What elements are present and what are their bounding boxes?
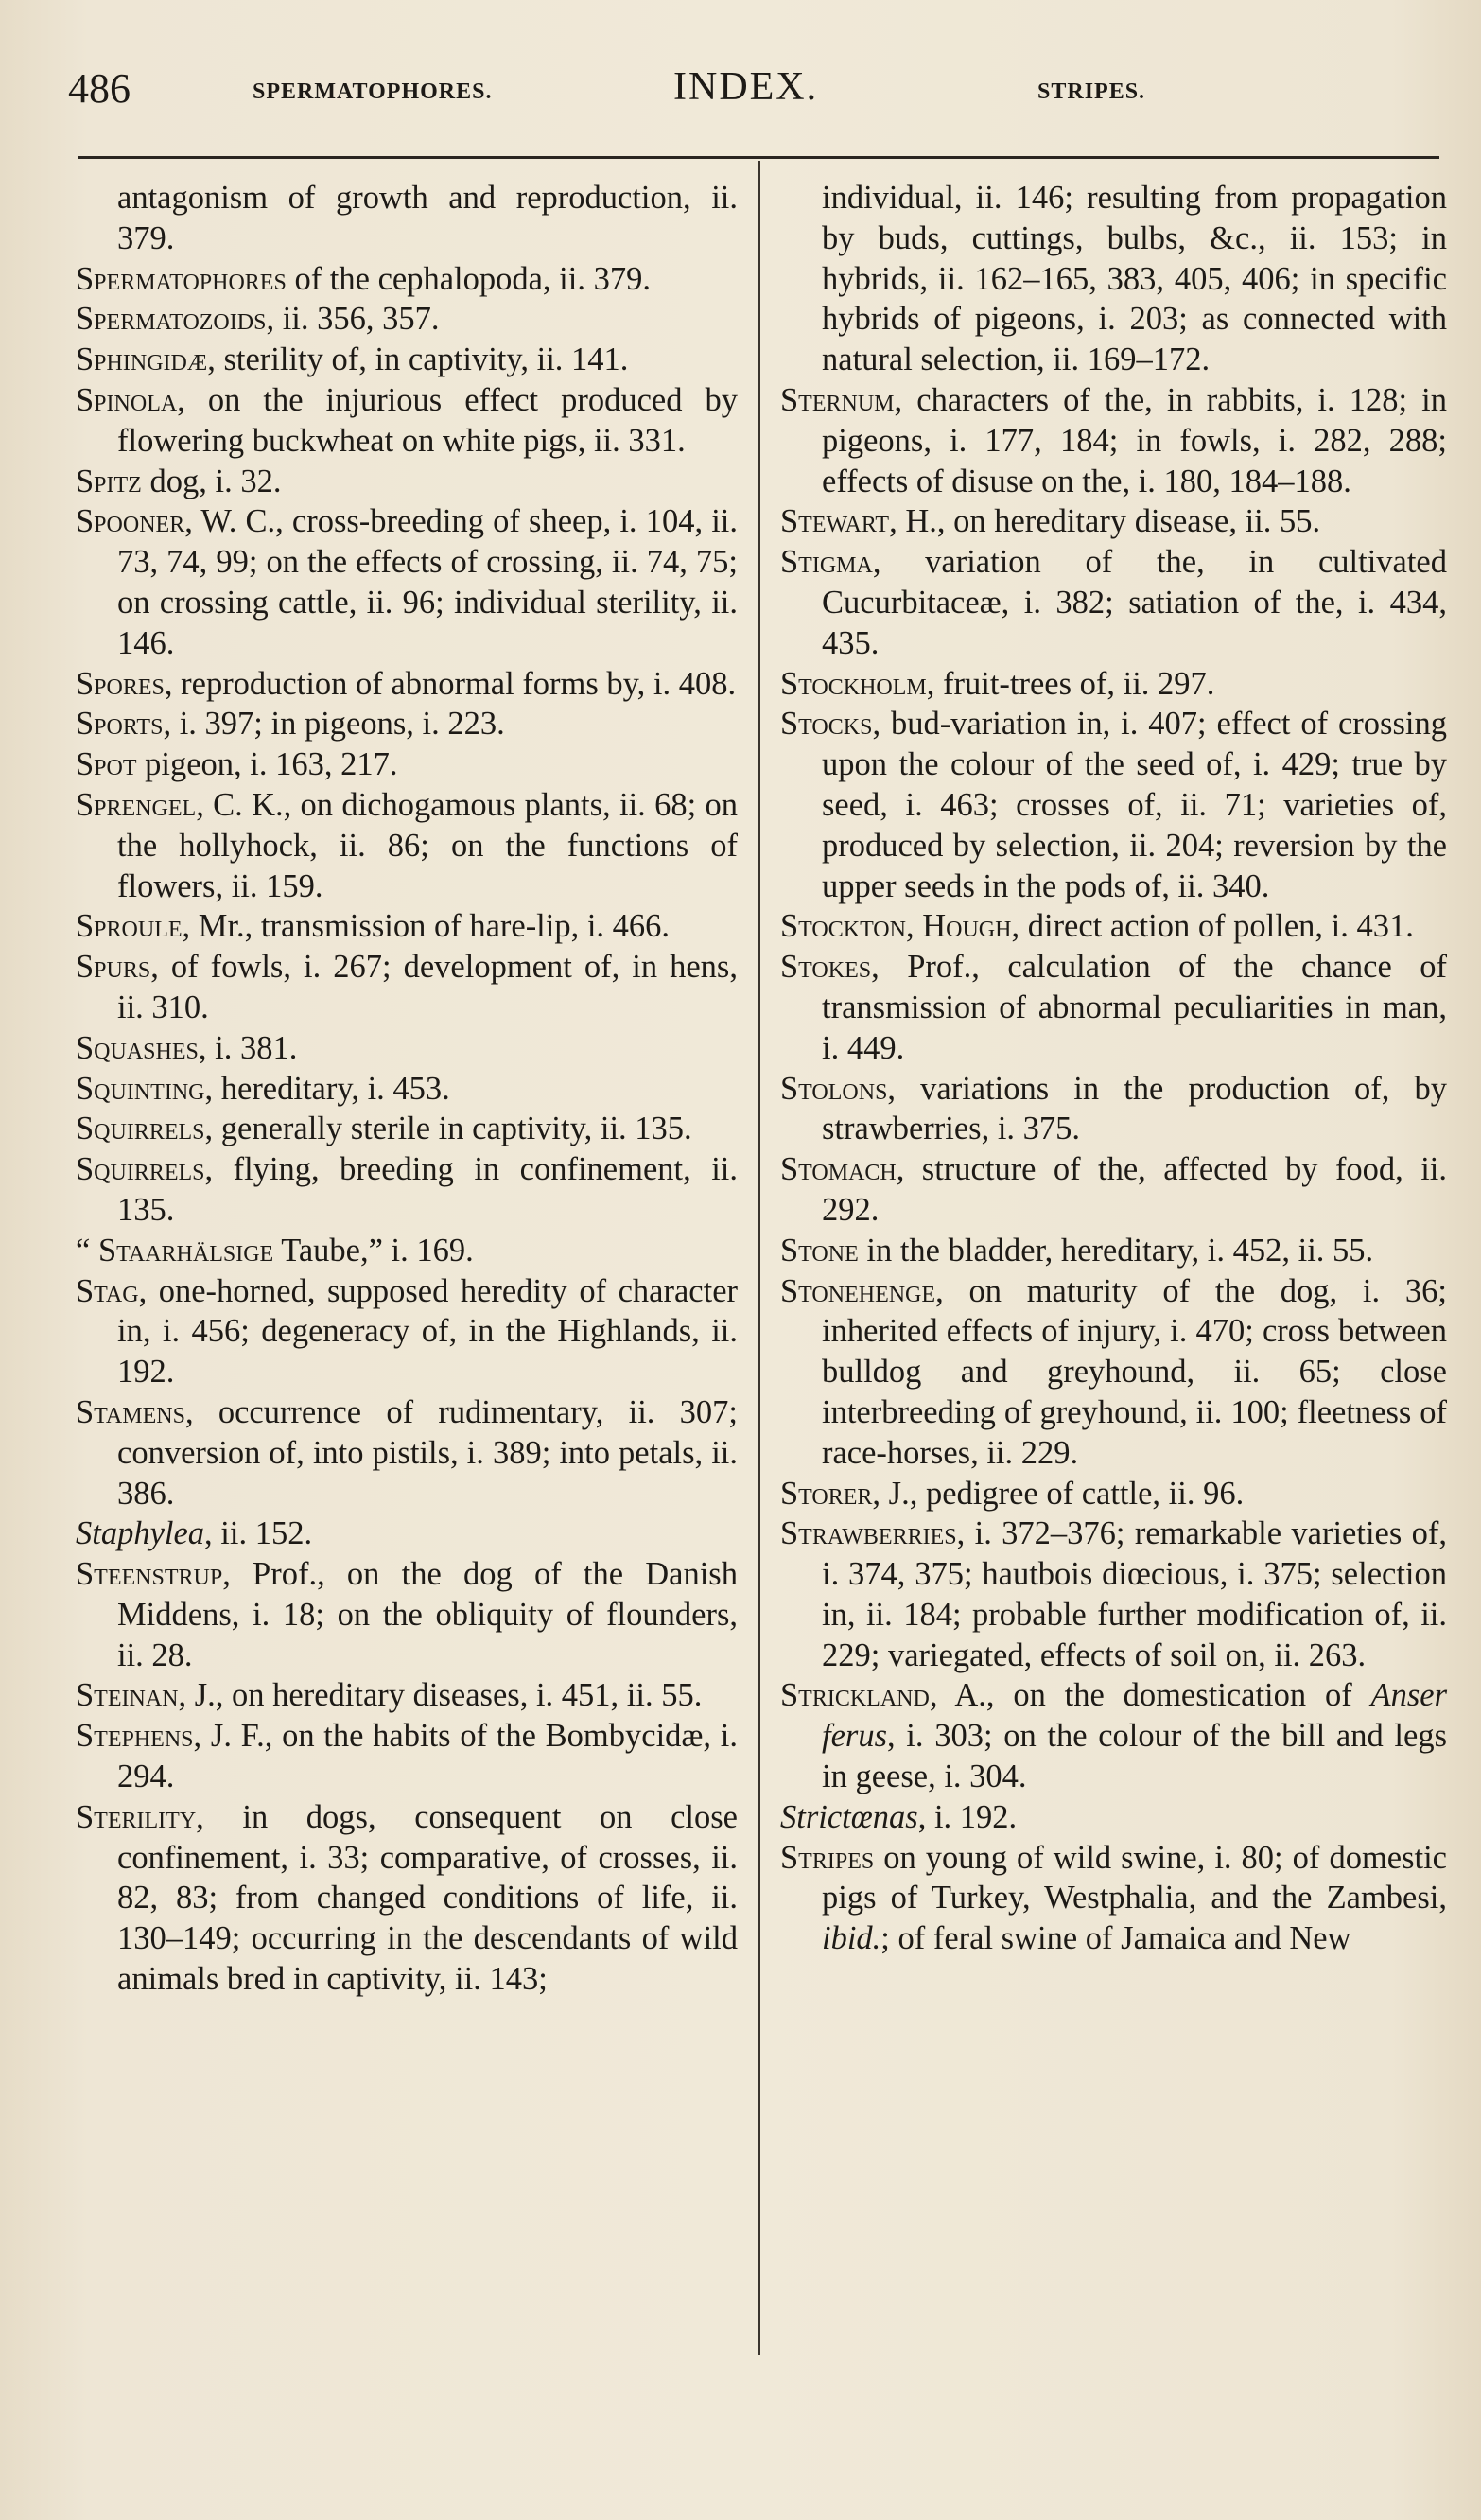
entry-text: , variations in the production of, by strawberries, i. 375. — [822, 1070, 1447, 1147]
entry-italic-text: ibid. — [822, 1920, 881, 1957]
entry-headword: Squinting — [76, 1070, 205, 1107]
index-entry — [780, 1271, 1447, 1474]
entry-headword: Stockholm — [780, 665, 927, 702]
index-entry — [76, 1716, 738, 1797]
entry-italic-text: Anser ferus — [822, 1677, 1447, 1755]
entry-text: , fruit-trees of, ii. 297. — [926, 665, 1215, 702]
entry-text: Taube,” i. 169. — [273, 1232, 474, 1269]
entry-text: , flying, breeding in confinement, ii. 135. — [117, 1151, 738, 1228]
index-entry — [780, 1797, 1447, 1838]
index-entry — [76, 259, 738, 300]
entry-text: , Prof., calculation of the chance of transmission of abnormal peculiarities in man, i. 449. — [822, 949, 1447, 1066]
index-entry — [76, 1069, 738, 1110]
entry-headword: Stomach — [780, 1151, 897, 1188]
entry-text: , A., on the domestication of — [929, 1677, 1371, 1714]
index-entry — [76, 1109, 738, 1149]
entry-text: pigeon, i. 163, 217. — [136, 746, 398, 783]
index-entry — [76, 1797, 738, 2000]
entry-headword: Strickland — [780, 1677, 930, 1714]
index-entry — [76, 299, 738, 340]
entry-headword: Sterility — [76, 1798, 197, 1835]
entry-headword: Stone — [780, 1232, 859, 1269]
entry-headword: “ Staarhälsige — [76, 1232, 274, 1269]
entry-text: , variation of the, in cultivated Cucurbitaceæ, i. 382; satiation of the, i. 434, 435. — [822, 544, 1447, 661]
entry-headword: Squirrels — [76, 1111, 205, 1147]
index-entry — [76, 704, 738, 744]
index-title: INDEX. — [673, 65, 819, 109]
entry-text: of the cephalopoda, ii. 379. — [286, 260, 651, 297]
entry-headword: Steenstrup — [76, 1556, 223, 1593]
entry-text: , on maturity of the dog, i. 36; inherited effects of injury, i. 470; cross between bulldog and greyhound, ii. 65; close interbreeding of greyhound, ii. 100; fleetness of race-horses, ii. 229. — [822, 1272, 1447, 1471]
page-header — [68, 57, 1449, 123]
entry-text: , i. 192. — [917, 1798, 1018, 1835]
index-entry — [76, 1149, 738, 1231]
entry-headword: Squirrels — [76, 1151, 205, 1188]
index-entry — [780, 380, 1447, 501]
index-entry — [780, 1474, 1447, 1514]
entry-headword: Stripes — [780, 1839, 875, 1876]
entry-text: , one-horned, supposed heredity of character in, i. 456; degeneracy of, in the Highlands, ii. 192. — [117, 1272, 738, 1391]
index-entry — [780, 704, 1447, 906]
entry-text: , direct action of pollen, i. 431. — [1011, 908, 1414, 945]
entry-text: in the bladder, hereditary, i. 452, ii. 55. — [858, 1232, 1374, 1269]
entry-headword: Steinan — [76, 1677, 179, 1714]
entry-text: , i. 303; on the colour of the bill and legs in geese, i. 304. — [822, 1718, 1447, 1795]
index-entry — [76, 462, 738, 502]
entry-text: , reproduction of abnormal forms by, i. 408. — [164, 665, 737, 702]
index-entry — [780, 906, 1447, 947]
entry-headword: Strawberries — [780, 1515, 957, 1552]
index-entry — [76, 1554, 738, 1675]
entry-text: , Prof., on the dog of the Danish Middens, i. 18; on the obliquity of flounders, ii. 28. — [117, 1556, 738, 1673]
index-entry — [76, 1231, 738, 1271]
entry-text: , characters of the, in rabbits, i. 128; in pigeons, i. 177, 184; in fowls, i. 282, 288; effects of disuse on the, i. 180, 184–188. — [822, 381, 1447, 499]
entry-text: , J., pedigree of cattle, ii. 96. — [872, 1475, 1245, 1512]
entry-text: , bud-variation in, i. 407; effect of crossing upon the colour of the seed of, i. 429; true by seed, i. 463; crosses of, ii. 71; varieties of, produced by selection, ii. 204; reversion by the upper seeds in the pods of, ii. 340. — [822, 706, 1447, 904]
right-running-head: STRIPES. — [1037, 79, 1146, 104]
index-entry — [76, 1028, 738, 1069]
entry-headword: Sproule — [76, 908, 183, 945]
entry-text: antagonism of growth and reproduction, ii. 379. — [117, 180, 738, 256]
entry-text: , hereditary, i. 453. — [204, 1070, 450, 1107]
entry-text: individual, ii. 146; resulting from propagation by buds, cuttings, bulbs, &c., ii. 153; in hybrids, ii. 162–165, 383, 405, 406; in specific hybrids of pigeons, i. 203; as connected with natural selection, ii. 169–172. — [822, 180, 1447, 378]
index-entry — [780, 1069, 1447, 1150]
index-entry — [780, 1675, 1447, 1796]
entry-headword: Stockton, Hough — [780, 908, 1012, 945]
entry-text: , J., on hereditary diseases, i. 451, ii. 55. — [178, 1677, 703, 1714]
entry-headword: Spitz — [76, 463, 142, 499]
entry-headword: Stonehenge — [780, 1272, 936, 1309]
entry-headword: Stigma — [780, 544, 873, 581]
index-entry — [76, 785, 738, 906]
index-entry — [76, 744, 738, 785]
entry-headword: Strictœnas — [780, 1798, 918, 1835]
entry-text: , i. 397; in pigeons, i. 223. — [163, 706, 505, 743]
entry-text: , on the injurious effect produced by flowering buckwheat on white pigs, ii. 331. — [117, 381, 738, 459]
index-entry — [76, 501, 738, 663]
header-rule — [78, 156, 1439, 159]
entry-text: , i. 381. — [198, 1029, 298, 1066]
index-entry — [76, 380, 738, 462]
entry-headword: Stokes — [780, 949, 872, 986]
index-entry — [76, 664, 738, 705]
index-entry — [780, 501, 1447, 542]
entry-text: dog, i. 32. — [141, 463, 282, 499]
index-entry — [76, 947, 738, 1028]
entry-headword: Stocks — [780, 706, 873, 743]
entry-text: , generally sterile in captivity, ii. 135. — [204, 1111, 692, 1147]
entry-headword: Stamens — [76, 1393, 185, 1430]
entry-headword: Stag — [76, 1272, 139, 1309]
index-entry — [780, 542, 1447, 663]
entry-headword: Stephens — [76, 1718, 194, 1755]
entry-text: , structure of the, affected by food, ii. 292. — [822, 1151, 1447, 1228]
entry-headword: Spores — [76, 665, 165, 702]
entry-headword: Stolons — [780, 1070, 888, 1107]
index-entry — [76, 1675, 738, 1716]
index-entry — [780, 664, 1447, 705]
index-entry — [780, 1231, 1447, 1271]
entry-headword: Sphingidæ — [76, 341, 208, 378]
entry-text: , H., on hereditary disease, ii. 55. — [889, 503, 1321, 540]
index-entry — [780, 1838, 1447, 1959]
entry-text: , ii. 356, 357. — [266, 301, 440, 338]
right-column — [780, 178, 1447, 1959]
entry-headword: Spooner — [76, 503, 185, 540]
column-divider — [758, 161, 760, 2355]
entry-headword: Spurs — [76, 949, 151, 986]
index-entry — [780, 1149, 1447, 1231]
index-entry — [780, 947, 1447, 1068]
entry-headword: Spermatozoids — [76, 301, 267, 338]
entry-text: , W. C., cross-breeding of sheep, i. 104, ii. 73, 74, 99; on the effects of crossing, ii. 74, 75; on crossing cattle, ii. 96; individual sterility, ii. 146. — [117, 503, 738, 661]
page-number: 486 — [68, 65, 131, 112]
entry-text: , i. 372–376; remarkable varieties of, i. 374, 375; hautbois diœcious, i. 375; selection in, ii. 184; probable further modification of, ii. 229; variegated, effects of soil on, ii. 263. — [822, 1515, 1447, 1673]
index-entry — [76, 340, 738, 380]
index-entry — [76, 1271, 738, 1392]
index-entry — [780, 178, 1447, 380]
entry-text: , sterility of, in captivity, ii. 141. — [207, 341, 629, 378]
entry-text: , Mr., transmission of hare-lip, i. 466. — [182, 908, 671, 945]
left-running-head: SPERMATOPHORES. — [253, 79, 493, 104]
entry-headword: Storer — [780, 1475, 873, 1512]
entry-text: , in dogs, consequent on close confinement, i. 33; comparative, of crosses, ii. 82, 83; from changed conditions of life, ii. 130–149; occurring in the descendants of wild animals bred in captivity, ii. 143; — [117, 1798, 738, 1998]
entry-text: on young of wild swine, i. 80; of domestic pigs of Turkey, Westphalia, and the Zambesi, — [822, 1839, 1447, 1916]
index-entry — [76, 1514, 738, 1554]
entry-text: , occurrence of rudimentary, ii. 307; conversion of, into pistils, i. 389; into petals, ii. 386. — [117, 1393, 738, 1512]
entry-headword: Stewart — [780, 503, 890, 540]
index-entry — [76, 906, 738, 947]
entry-headword: Spermatophores — [76, 260, 287, 297]
entry-headword: Sternum — [780, 381, 895, 418]
entry-headword: Sprengel — [76, 786, 197, 823]
entry-headword: Spot — [76, 746, 137, 783]
entry-text: , ii. 152. — [204, 1515, 313, 1552]
left-column — [76, 178, 738, 2000]
entry-text: , C. K., on dichogamous plants, ii. 68; on the hollyhock, ii. 86; on the functions of flowers, ii. 159. — [117, 786, 738, 904]
entry-headword: Spinola — [76, 381, 178, 418]
entry-headword: Sports — [76, 706, 164, 743]
index-entry — [780, 1514, 1447, 1675]
entry-headword: Staphylea — [76, 1515, 205, 1552]
entry-text: ; of feral swine of Jamaica and New — [880, 1920, 1351, 1957]
index-entry — [76, 1392, 738, 1514]
entry-headword: Squashes — [76, 1029, 199, 1066]
entry-text: , of fowls, i. 267; development of, in hens, ii. 310. — [117, 949, 738, 1025]
entry-text: , J. F., on the habits of the Bombycidæ, i. 294. — [117, 1718, 738, 1795]
index-entry — [76, 178, 738, 259]
